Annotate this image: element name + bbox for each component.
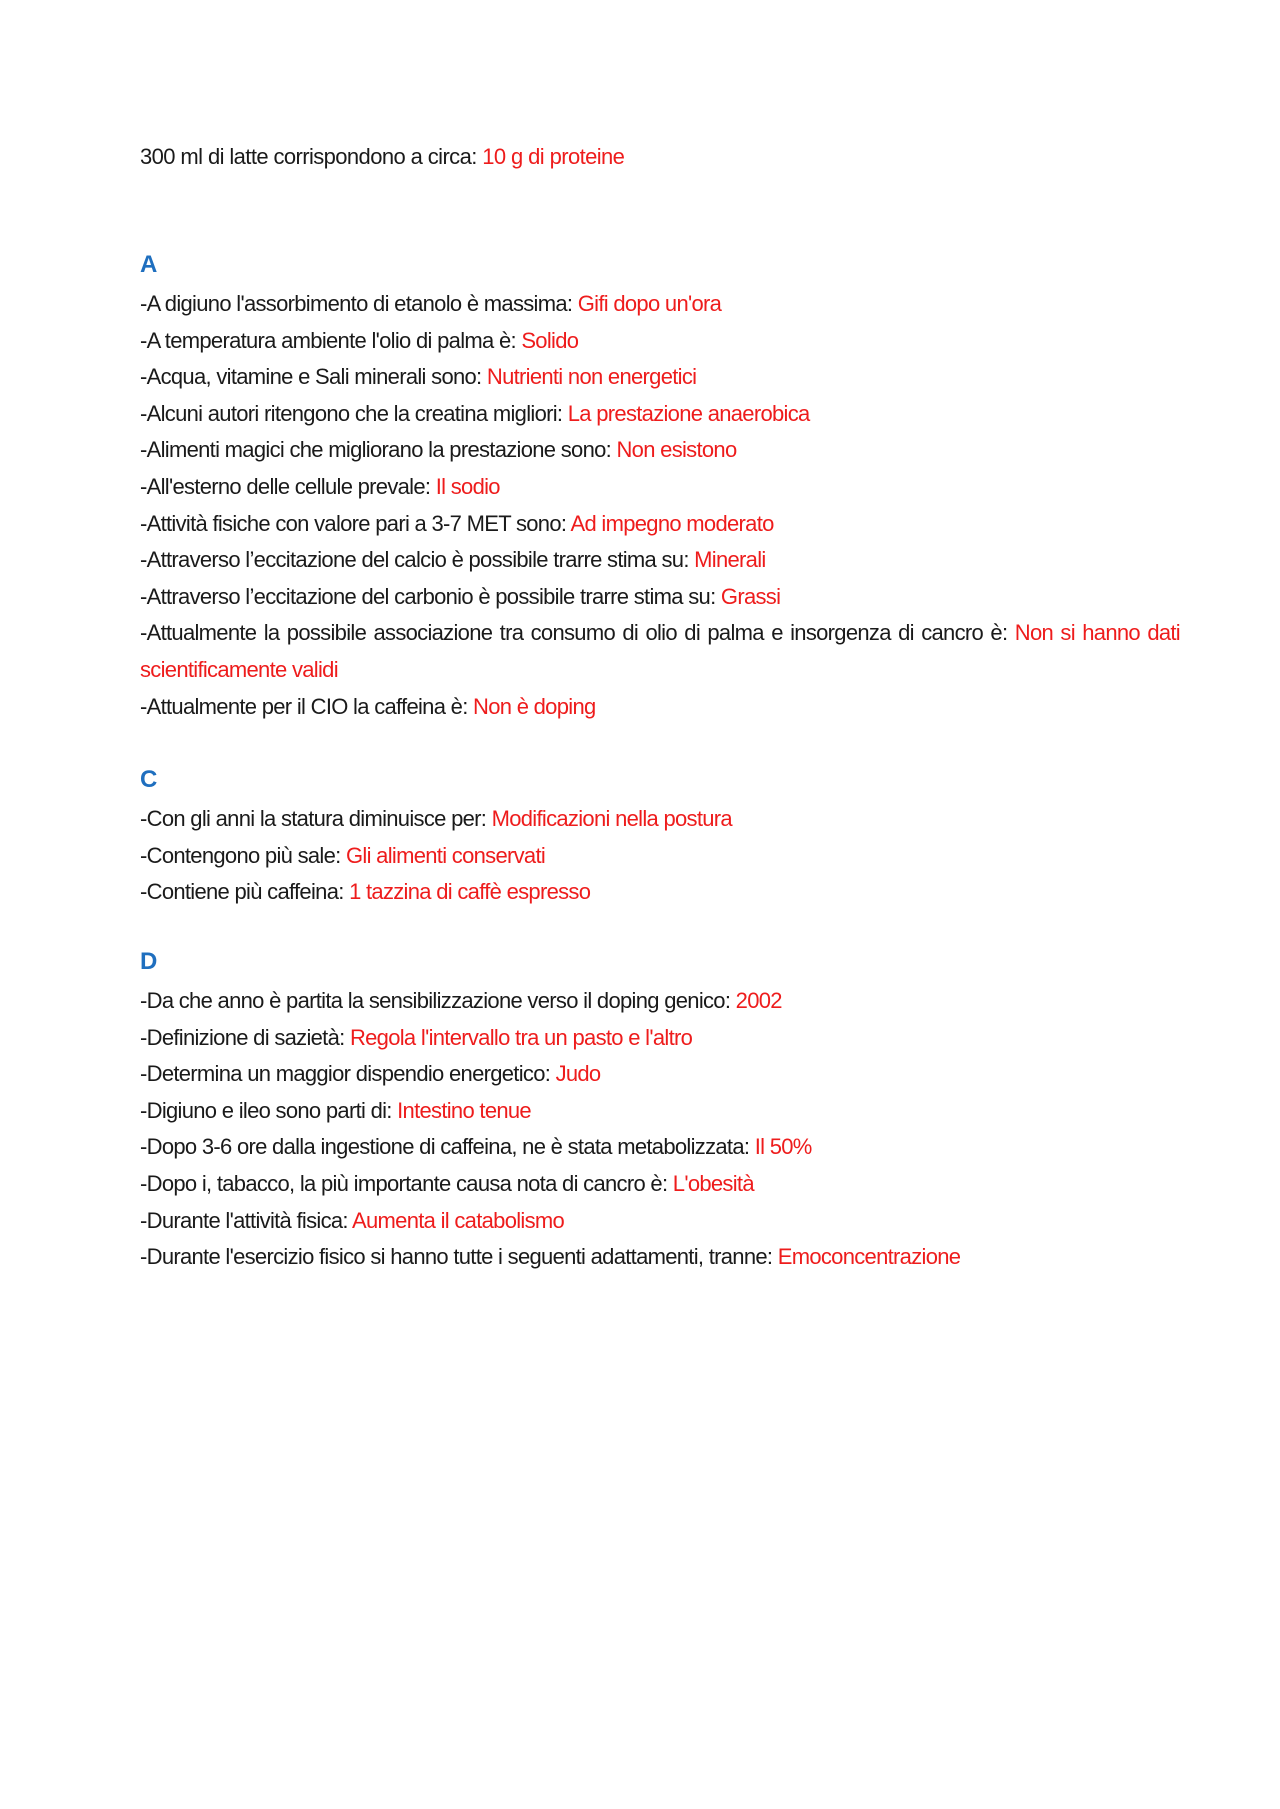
question-text: -Attività fisiche con valore pari a 3-7 MET sono: (140, 510, 571, 536)
question-text: -Durante l'esercizio fisico si hanno tutte i seguenti adattamenti, tranne: (140, 1244, 778, 1270)
answer-text: Il sodio (435, 473, 500, 499)
answer-text: Regola l'intervallo tra un pasto e l'altro (349, 1024, 693, 1050)
question-text: -Con gli anni la statura diminuisce per: (140, 806, 492, 831)
qa-item (140, 432, 1180, 469)
qa-item (140, 286, 1180, 323)
answer-text: Aumenta il catabolismo (352, 1207, 565, 1233)
qa-item (140, 396, 1180, 433)
answer-text: La prestazione anaerobica (567, 400, 810, 426)
question-text: -Alimenti magici che migliorano la prestazione sono: (140, 437, 617, 463)
question-text: -Contiene più caffeina: (140, 879, 350, 905)
answer-text: Judo (555, 1061, 601, 1087)
qa-item (140, 359, 1180, 396)
qa-item (140, 469, 1180, 506)
answer-text: Nutrienti non energetici (486, 364, 697, 390)
answer-text: L'obesità (672, 1170, 754, 1196)
section-a (140, 248, 1180, 725)
question-text: -Dopo i, tabacco, la più importante causa nota di cancro è: (140, 1170, 673, 1196)
answer-text: Il 50% (754, 1134, 812, 1160)
answer-text: Minerali (694, 547, 766, 573)
qa-item (140, 983, 1180, 1020)
qa-item (140, 1056, 1180, 1093)
qa-item (140, 1129, 1180, 1166)
question-text: -Digiuno e ileo sono parti di: (140, 1097, 398, 1123)
answer-text: Gli alimenti conservati (345, 842, 546, 868)
answer-text: Solido (521, 327, 579, 353)
qa-item (140, 506, 1180, 543)
section-c (140, 763, 1180, 911)
answer-text: Emoconcentrazione (777, 1244, 961, 1270)
question-text: -Durante l'attività fisica: (140, 1207, 353, 1233)
intro-answer: 10 g di proteine (482, 144, 625, 169)
qa-item (140, 542, 1180, 579)
question-text: -Determina un maggior dispendio energetico: (140, 1061, 556, 1087)
qa-item (140, 689, 1180, 726)
section-heading: D (140, 948, 158, 975)
question-text: -Contengono più sale: (140, 842, 346, 868)
question-text: -Da che anno è partita la sensibilizzazione verso il doping genico: (140, 988, 736, 1013)
question-text: -All'esterno delle cellule prevale: (140, 473, 436, 499)
section-d (140, 945, 1180, 1276)
question-text: -Attualmente per il CIO la caffeina è: (140, 693, 474, 719)
qa-item (140, 323, 1180, 360)
question-text: -Attraverso l’eccitazione del carbonio è possibile trarre stima su: (140, 583, 721, 609)
section-heading: C (140, 766, 158, 793)
answer-text: Gifi dopo un'ora (577, 291, 722, 316)
qa-item (140, 1093, 1180, 1130)
qa-item (140, 615, 1180, 688)
qa-item (140, 874, 1180, 911)
qa-item (140, 1203, 1180, 1240)
answer-text: Non è doping (473, 693, 596, 719)
answer-text: Grassi (720, 583, 781, 609)
qa-item (140, 1020, 1180, 1057)
section-heading: A (140, 251, 158, 278)
question-text: -Alcuni autori ritengono che la creatina migliori: (140, 400, 568, 426)
question-text: -A digiuno l'assorbimento di etanolo è massima: (140, 291, 578, 316)
question-text: -Attualmente la possibile associazione tra consumo di olio di palma e insorgenza di cancro è: (140, 620, 1015, 646)
question-text: -Acqua, vitamine e Sali minerali sono: (140, 364, 487, 390)
qa-item (140, 579, 1180, 616)
qa-item (140, 801, 1180, 838)
answer-text: Non esistono (616, 437, 737, 463)
qa-item (140, 1239, 1180, 1276)
qa-item (140, 838, 1180, 875)
qa-item (140, 1166, 1180, 1203)
intro-question: 300 ml di latte corrispondono a circa: (140, 144, 483, 169)
question-text: -Definizione di sazietà: (140, 1024, 350, 1050)
answer-text: 1 tazzina di caffè espresso (349, 879, 591, 905)
question-text: -Dopo 3-6 ore dalla ingestione di caffeina, ne è stata metabolizzata: (140, 1134, 755, 1160)
answer-text: 2002 (735, 988, 782, 1013)
answer-text: Intestino tenue (397, 1097, 531, 1123)
answer-text: Non si hanno dati scientificamente validi (140, 620, 1180, 682)
answer-text: Modificazioni nella postura (491, 806, 732, 831)
question-text: -Attraverso l’eccitazione del calcio è possibile trarre stima su: (140, 547, 695, 573)
intro-line (140, 142, 624, 172)
question-text: -A temperatura ambiente l'olio di palma è: (140, 327, 522, 353)
answer-text: Ad impegno moderato (570, 510, 774, 536)
